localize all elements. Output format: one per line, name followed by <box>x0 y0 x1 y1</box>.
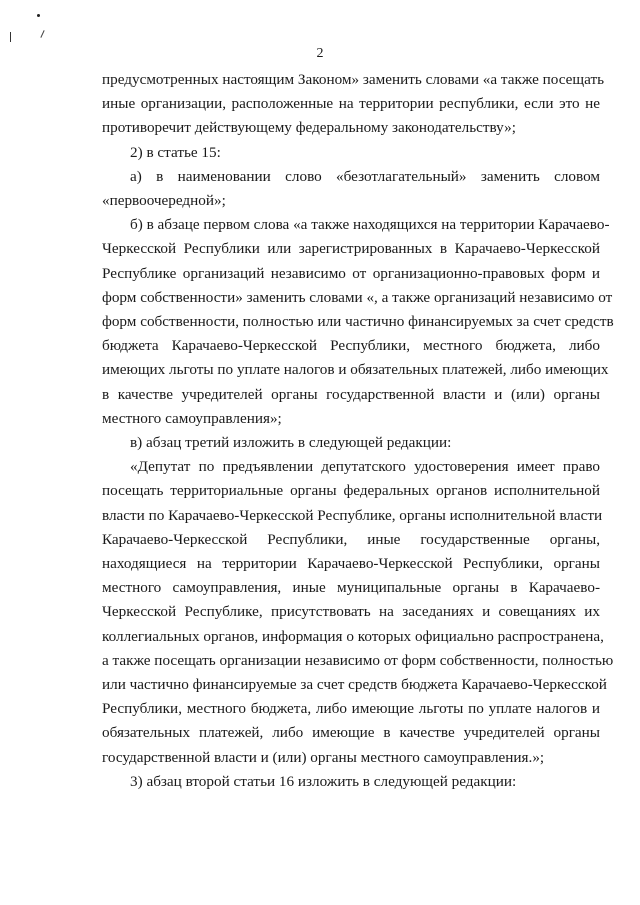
scan-mark-tick <box>10 32 11 42</box>
text-line: форм собственности» заменить словами «, а также организаций независимо от <box>102 288 613 306</box>
text-line: государственной власти и (или) органы местного самоуправления.»; <box>102 748 545 766</box>
text-line: 2) в статье 15: <box>130 143 221 161</box>
text-line: бюджета Карачаево-Черкесской Республики, местного бюджета, либо <box>102 337 600 355</box>
text-line: местного самоуправления»; <box>102 409 282 427</box>
page-number: 2 <box>316 46 324 61</box>
paragraph-subitem-v <box>102 431 600 455</box>
paragraph-subitem-a <box>102 165 600 213</box>
text-line: Республики, местного бюджета, либо имеющие льготы по уплате налогов и <box>102 700 600 718</box>
text-line: противоречит действующему федеральному законодательству»; <box>102 119 516 137</box>
text-line: Карачаево-Черкесской Республики, иные государственные органы, <box>102 530 600 548</box>
text-line: 3) абзац второй статьи 16 изложить в следующей редакции: <box>130 772 517 790</box>
text-line: «Депутат по предъявлении депутатского удостоверения имеет право <box>130 458 600 476</box>
text-line: местного самоуправления, иные муниципальные органы в Карачаево- <box>102 579 600 597</box>
text-line: посещать территориальные органы федеральных органов исполнительной <box>102 482 600 500</box>
text-line: Республике организаций независимо от организационно-правовых форм и <box>102 264 600 282</box>
paragraph-quoted-text <box>102 455 614 770</box>
text-line: в качестве учредителей органы государственной власти и (или) органы <box>102 385 600 403</box>
text-line: обязательных платежей, либо имеющие в качестве учредителей органы <box>102 724 600 742</box>
scan-mark-dot <box>37 14 40 17</box>
text-line: Черкесской Республике, присутствовать на заседаниях и совещаниях их <box>102 603 600 621</box>
paragraph-subitem-b <box>102 213 614 431</box>
text-line: Черкесской Республики или зарегистрированных в Карачаево-Черкесской <box>102 240 600 258</box>
text-line: власти по Карачаево-Черкесской Республике, органы исполнительной власти <box>102 506 603 524</box>
text-line: коллегиальных органов, информация о которых официально распространена, <box>102 627 604 645</box>
paragraph-item-3 <box>102 770 600 794</box>
document-body <box>102 68 614 794</box>
scan-mark-slash <box>40 30 44 38</box>
text-line: «первоочередной»; <box>102 192 226 210</box>
text-line: иные организации, расположенные на территории республики, если это не <box>102 95 600 113</box>
text-line: находящиеся на территории Карачаево-Черкесской Республики, органы <box>102 555 600 573</box>
text-line: имеющих льготы по уплате налогов и обязательных платежей, либо имеющих <box>102 361 609 379</box>
text-line: или частично финансируемые за счет средств бюджета Карачаево-Черкесской <box>102 676 607 694</box>
paragraph-continuation <box>102 68 605 141</box>
text-line: в) абзац третий изложить в следующей редакции: <box>130 434 452 452</box>
text-line: а) в наименовании слово «безотлагательный» заменить словом <box>130 167 600 185</box>
text-line: б) в абзаце первом слова «а также находящихся на территории Карачаево- <box>130 216 610 234</box>
text-line: а также посещать организации независимо от форм собственности, полностью <box>102 651 614 669</box>
text-line: форм собственности, полностью или частично финансируемых за счет средств <box>102 313 614 331</box>
paragraph-item-2 <box>102 141 600 165</box>
text-line: предусмотренных настоящим Законом» заменить словами «а также посещать <box>102 71 605 88</box>
